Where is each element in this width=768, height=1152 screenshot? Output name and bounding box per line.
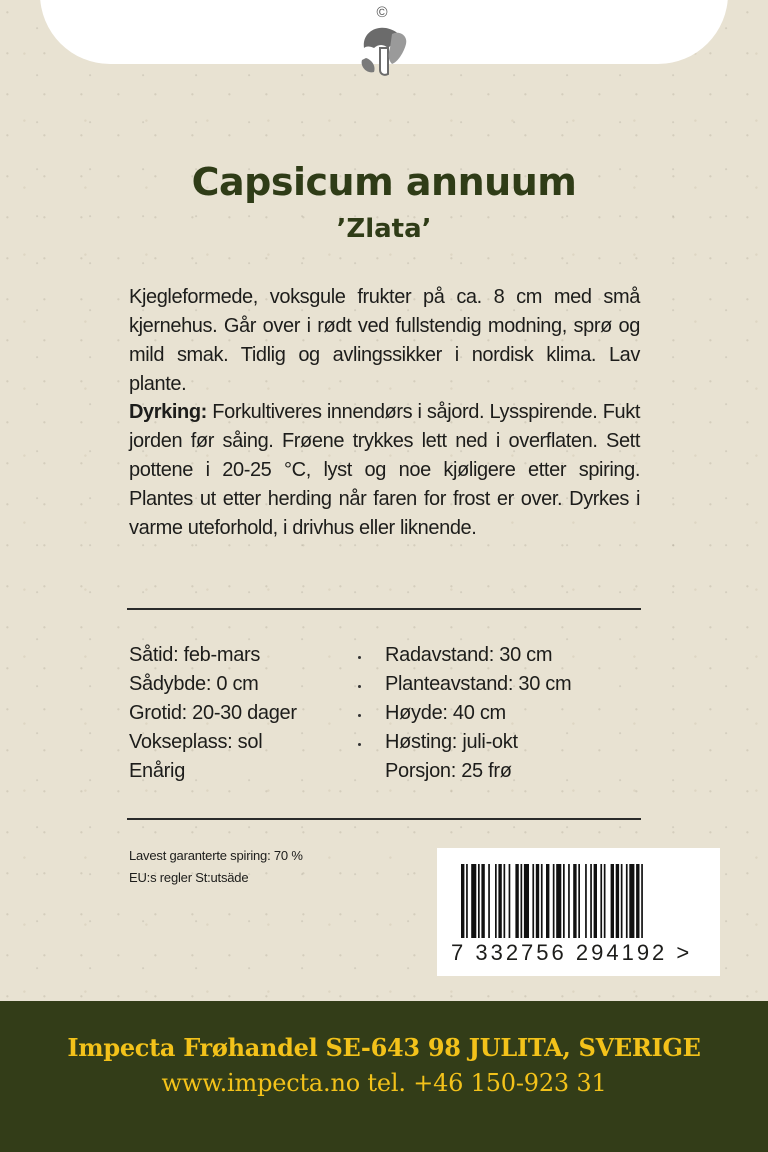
barcode-bar <box>568 864 570 938</box>
bullet-dot <box>358 656 361 659</box>
cultivation-body: Forkultiveres innendørs i såjord. Lysspirende. Fukt jorden før såing. Frøene trykkes lett ned i overflaten. Sett pottene i 20-25 °C, lyst og noe kjøligere etter spiring. Plantes ut etter herding når faren for frost er over. Dyrkes i varme uteforhold, i drivhus eller liknende. <box>129 401 640 539</box>
facts-right-column <box>385 641 571 786</box>
barcode-number: 7 332756 294192 > <box>451 940 693 965</box>
bullet-dot <box>358 685 361 688</box>
fact-portion: Porsjon: 25 frø <box>385 760 512 782</box>
description-text: Kjegleformede, voksgule frukter på ca. 8 cm med små kjernehus. Går over i rødt ved fullstendig modning, sprø og mild smak. Tidlig og avlingssikker i nordisk klima. Lav plante. <box>129 286 640 395</box>
barcode-bar <box>495 864 497 938</box>
fact-germination-time: Grotid: 20-30 dager <box>129 702 297 724</box>
barcode <box>437 848 720 976</box>
barcode-bar <box>509 864 511 938</box>
fact-harvest: Høsting: juli-okt <box>385 731 518 753</box>
facts-left-column <box>129 641 297 786</box>
barcode-bar <box>626 864 628 938</box>
barcode-bars <box>455 864 705 938</box>
bullet-dot <box>358 714 361 717</box>
barcode-bar <box>498 864 501 938</box>
barcode-bar <box>461 864 464 938</box>
footer-address: Impecta Frøhandel SE-643 98 JULITA, SVERIGE <box>67 1033 701 1062</box>
barcode-bar <box>488 864 490 938</box>
barcode-bar <box>532 864 534 938</box>
barcode-bar <box>546 864 549 938</box>
fact-height: Høyde: 40 cm <box>385 702 506 724</box>
barcode-bar <box>578 864 580 938</box>
barcode-bar <box>524 864 529 938</box>
fact-plant-spacing: Planteavstand: 30 cm <box>385 673 572 695</box>
barcode-bar <box>636 864 639 938</box>
barcode-bar <box>553 864 555 938</box>
barcode-bar <box>504 864 506 938</box>
footer-contact: www.impecta.no tel. +46 150-923 31 <box>161 1069 607 1097</box>
barcode-bar <box>478 864 480 938</box>
barcode-bar <box>563 864 565 938</box>
barcode-bar <box>621 864 623 938</box>
copyright-symbol: © <box>376 4 388 21</box>
divider-top <box>127 608 641 610</box>
barcode-bar <box>471 864 476 938</box>
cultivation-label: Dyrking: <box>129 401 207 423</box>
barcode-bar <box>616 864 619 938</box>
barcode-bar <box>585 864 587 938</box>
barcode-bar <box>590 864 592 938</box>
barcode-bar <box>556 864 561 938</box>
barcode-bar <box>573 864 576 938</box>
barcode-bar <box>541 864 543 938</box>
barcode-bar <box>604 864 606 938</box>
eu-regulation: EU:s regler St:utsäde <box>129 870 249 885</box>
germination-guarantee: Lavest garanterte spiring: 70 % <box>129 848 303 863</box>
barcode-bar <box>536 864 539 938</box>
barcode-bar <box>521 864 523 938</box>
cultivation-text <box>129 398 640 543</box>
barcode-bar <box>515 864 518 938</box>
brand-logo <box>352 4 412 80</box>
barcode-bar <box>594 864 597 938</box>
page-title: Capsicum annuum <box>191 160 577 204</box>
barcode-bar <box>611 864 614 938</box>
fact-sowing-time: Såtid: feb-mars <box>129 644 261 666</box>
fact-lifecycle: Enårig <box>129 760 186 782</box>
footer <box>0 1001 768 1152</box>
barcode-bar <box>481 864 484 938</box>
barcode-bar <box>466 864 468 938</box>
fact-location: Vokseplass: sol <box>129 731 263 753</box>
barcode-bar <box>641 864 643 938</box>
variety-name: ’Zlata’ <box>336 214 432 244</box>
divider-bottom <box>127 818 641 820</box>
fact-row-spacing: Radavstand: 30 cm <box>385 644 553 666</box>
regulatory-notes <box>129 845 303 889</box>
fact-sowing-depth: Sådybde: 0 cm <box>129 673 259 695</box>
barcode-bar <box>600 864 602 938</box>
barcode-bar <box>629 864 634 938</box>
bullet-dot <box>358 743 361 746</box>
